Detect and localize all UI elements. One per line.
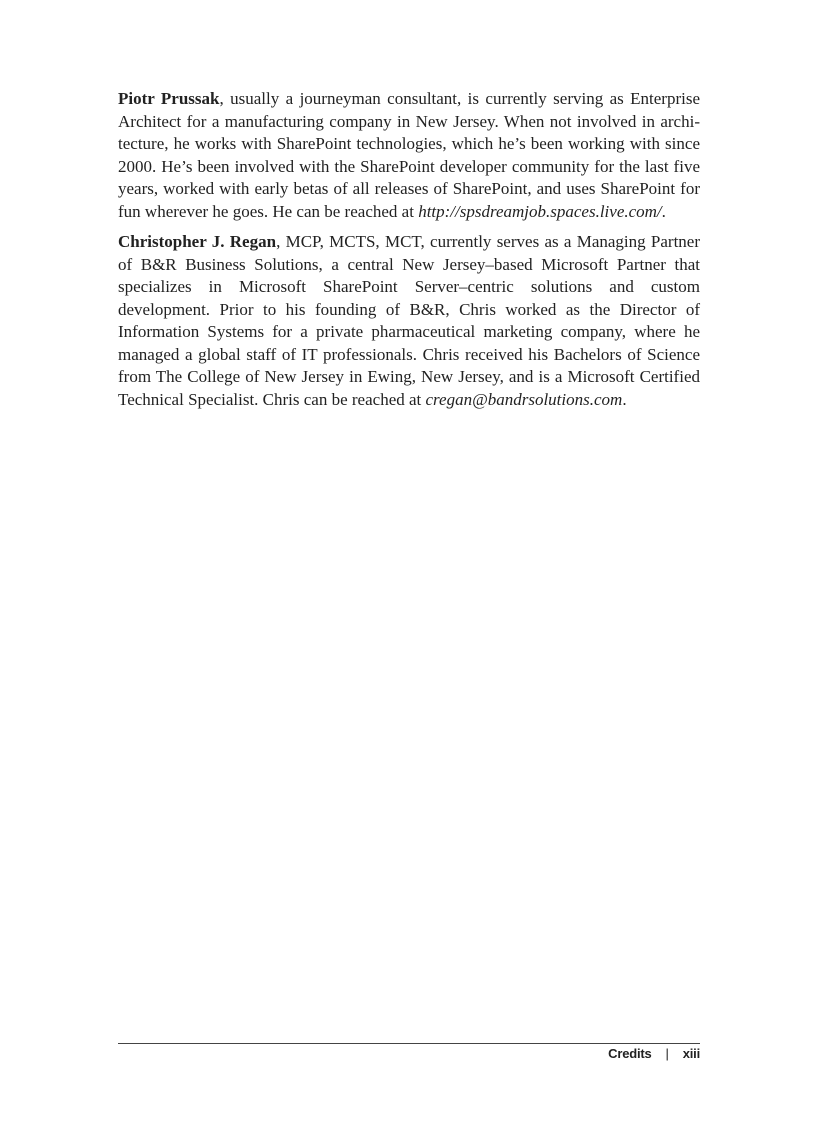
bio-name: Christopher J. Regan: [118, 232, 277, 251]
page-footer: [608, 1046, 700, 1061]
page-content: [118, 88, 700, 419]
bio-name: Piotr Prussak: [118, 89, 220, 108]
footer-section-title: Credits: [608, 1046, 652, 1061]
bio-email[interactable]: cregan@bandrsolutions.com: [425, 389, 623, 409]
bio-text: , MCP, MCTS, MCT, currently serves as a Managing Partner of B&R Business Solutions, a central New Jersey–based Microsoft Partner that specializes in Microsoft SharePoint Server–centric solutions and custom development. Prior to his founding of B&R, Chris worked as the Director of Information Systems for a private pharmaceutical marketing company, where he managed a global staff of IT professionals. Chris received his Bachelors of Science from The College of New Jersey in Ewing, New Jersey, and is a Microsoft Certified Technical Specialist. Chris can be reached at: [118, 232, 701, 409]
bio-link[interactable]: http://spsdreamjob.spaces.live.com/: [418, 201, 662, 221]
page-number: xiii: [682, 1046, 700, 1061]
bio-paragraph: [118, 231, 700, 411]
bio-text-end: .: [661, 201, 666, 221]
bio-text-end: .: [622, 389, 627, 409]
bio-text: , usually a journeyman consultant, is currently serving as Enterprise Architect for a manufacturing company in New Jersey. When not involved in architecture, he works with SharePoint technologies, which he’s been working with since 2000. He’s been involved with the SharePoint developer community for the last five years, worked with early betas of all releases of SharePoint, and uses SharePoint for fun wherever he goes. He can be reached at: [118, 89, 701, 221]
footer-separator: |: [665, 1046, 669, 1061]
bio-paragraph: [118, 88, 700, 223]
footer-rule: [118, 1043, 700, 1044]
